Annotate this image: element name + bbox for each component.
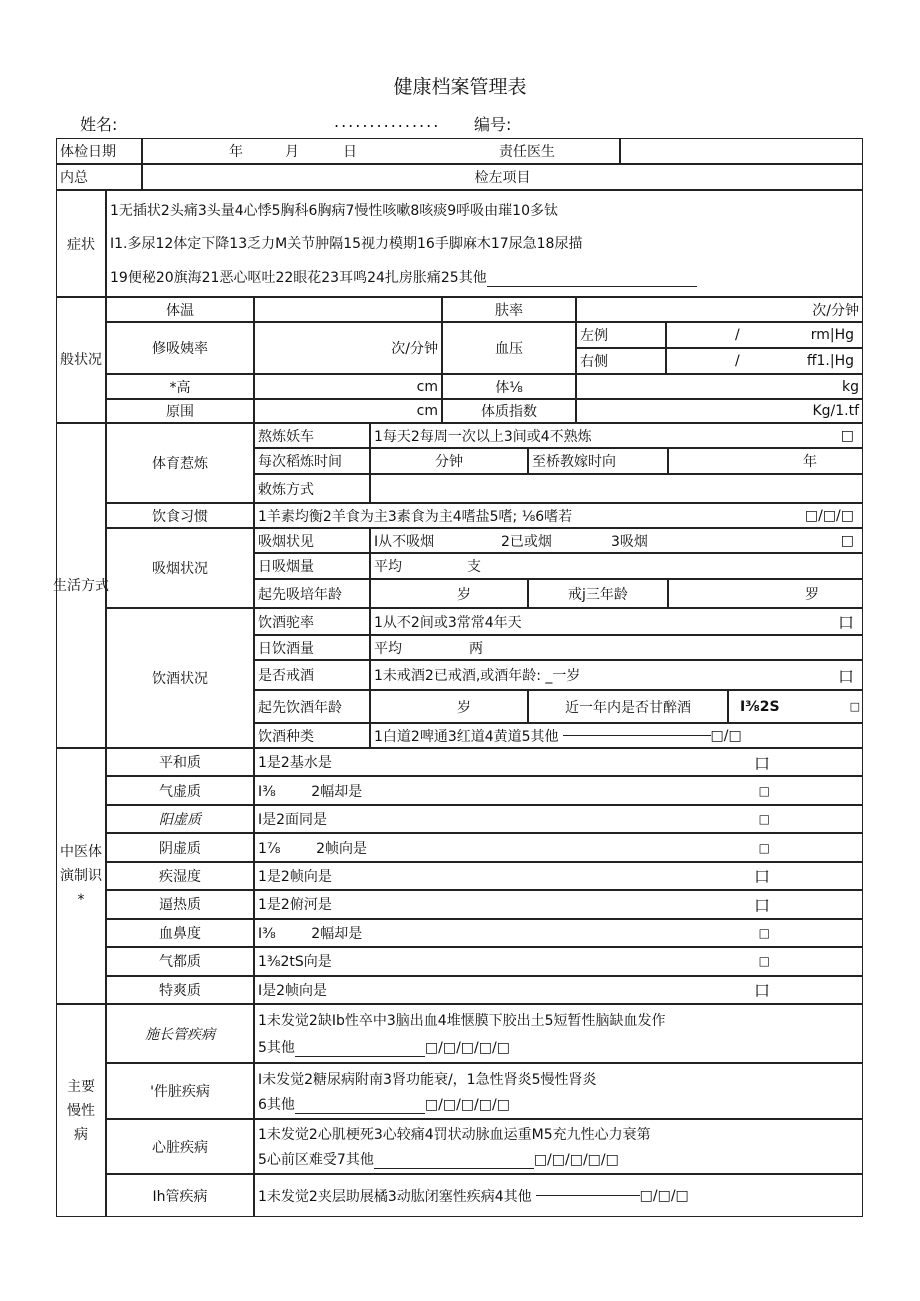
tcm-type-label: 阴虚质 (106, 833, 254, 861)
height-unit: cm (416, 378, 438, 395)
tcm-type-opts: I是2面同是 (258, 812, 328, 829)
day-label: 日 (343, 144, 357, 160)
symptoms-options[interactable] (106, 190, 863, 297)
bp-left-field[interactable] (666, 322, 863, 348)
drink-type-label: 饮酒种类 (254, 723, 370, 748)
bmi-unit: Kg/1.tf (812, 403, 859, 419)
drink-quit-label: 是否戒酒 (254, 660, 370, 690)
diet-label: 饮食习惯 (106, 503, 254, 528)
tcm-type-checkbox[interactable]: □ (758, 954, 770, 969)
diet-checkboxes[interactable]: □/□/□ (804, 507, 854, 524)
cerebro-line-1: 1未发觉2缺Ib性卒中3脑出血4堆惬膜下胶出土5短暂性脑缺血发作 (258, 1013, 666, 1030)
smoke-quit-unit: 罗 (805, 586, 819, 603)
kidney-options[interactable] (254, 1063, 863, 1119)
height-label: *高 (106, 374, 254, 399)
tcm-type-checkbox[interactable]: □ (758, 812, 770, 827)
tcm-type-label: 血鼻度 (106, 919, 254, 947)
items-label: 检左项目 (142, 164, 863, 190)
tcm-type-opts: I是2帧向是 (258, 982, 328, 999)
bp-right-field[interactable] (666, 348, 863, 374)
cerebro-checkboxes[interactable]: □/□/□/□/□ (424, 1039, 510, 1056)
doctor-label: 责任医生 (499, 144, 555, 160)
tcm-type-opts: 1⅞ 2帧向是 (258, 840, 367, 857)
ex-way-field[interactable] (370, 474, 863, 503)
smoke-status-label: 吸烟状见 (254, 528, 370, 553)
ex-years-field[interactable] (668, 448, 863, 474)
smoke-start-label: 起先吸培年龄 (254, 579, 370, 608)
drink-daily-field[interactable] (370, 635, 863, 660)
drink-type-options[interactable] (370, 723, 863, 748)
ex-freq-options[interactable] (370, 423, 863, 448)
tcm-label-line-1: 中医体 (60, 844, 102, 860)
waist-unit: cm (416, 403, 438, 419)
tcm-label (56, 748, 106, 1004)
symptoms-label: 症状 (56, 190, 106, 297)
tcm-type-options[interactable] (254, 748, 863, 776)
ex-freq-opts: 1每天2每周一次以上3间或4不熟炼 (374, 428, 592, 445)
tcm-type-label: 逼热质 (106, 890, 254, 918)
symptoms-line-3: 19便秘20旗海21恶心呕吐22眼花23耳鸣24扎房胀痛25其他 (110, 267, 697, 287)
tcm-type-opts: 1⅜2tS向是 (258, 954, 332, 971)
kidney-line-1: I未发觉2糖尿病附南3肾功能衰/，1急性肾炎5慢性肾炎 (258, 1071, 597, 1088)
drink-start-label: 起先饮酒年龄 (254, 690, 370, 723)
drunk-options[interactable] (728, 690, 863, 723)
health-record-table (53, 138, 863, 1217)
cerebro-options[interactable] (254, 1004, 863, 1063)
temp-field[interactable] (254, 297, 442, 322)
smoke-daily-label: 日吸烟量 (254, 553, 370, 579)
resp-unit: 次/分钟 (391, 341, 438, 357)
heart-line-1: 1未发觉2心肌梗死3心较痛4罚状动脉血运重M5充九性心力衰第 (258, 1127, 651, 1144)
doctor-field[interactable] (620, 138, 863, 164)
pulse-unit: 次/分钟 (812, 302, 859, 319)
symptoms-line-1: 1无插状2头痛3头量4心悸5胸科6胸病7慢性咳嗽8咳痰9呼吸由璀10多钛 (110, 202, 558, 219)
pulse-field[interactable] (576, 297, 863, 322)
smoke-opt-2: 2已或烟 (501, 533, 552, 550)
smoke-opt-1: I从不吸烟 (374, 533, 435, 550)
year-label: 年 (229, 144, 243, 160)
tcm-type-options[interactable] (254, 805, 863, 833)
drink-freq-checkbox[interactable]: 口 (837, 613, 854, 632)
height-field[interactable] (254, 374, 442, 399)
tcm-label-line-2: 演制识 (60, 868, 102, 884)
tcm-type-options[interactable] (254, 890, 863, 918)
smoke-start-field[interactable] (370, 579, 528, 608)
cerebro-line-2: 5其他 □/□/□/□/□ (258, 1039, 510, 1056)
drink-daily-label: 日饮酒量 (254, 635, 370, 660)
header-dots: ............... (334, 112, 441, 131)
drink-freq-options[interactable] (370, 608, 863, 635)
cerebro-label: 施长管疾病 (106, 1004, 254, 1063)
drink-type-checkboxes[interactable]: □/□ (710, 727, 742, 744)
smoke-start-unit: 岁 (457, 586, 471, 603)
drunk-opts: I⅜2S (740, 698, 780, 715)
kidney-checkboxes[interactable]: □/□/□/□/□ (424, 1096, 510, 1113)
bp-right-label: 右侧 (576, 348, 666, 374)
drink-unit: 两 (469, 640, 483, 657)
tcm-type-checkbox[interactable]: 口 (753, 981, 770, 1001)
drunk-label: 近一年内是否甘醉酒 (528, 690, 728, 723)
tcm-type-options[interactable] (254, 947, 863, 975)
vessel-line-1: 1未发觉2夹层助展橘3动肱闭塞性疾病4其他 (258, 1188, 532, 1205)
smoke-checkbox[interactable]: □ (840, 532, 854, 549)
tcm-type-checkbox[interactable]: □ (758, 925, 770, 940)
bp-left-unit: rm|Hg (810, 327, 854, 343)
tcm-type-checkbox[interactable]: □ (758, 783, 770, 798)
bp-right-unit: ff1.|Hg (806, 353, 854, 369)
drink-freq-label: 饮酒驼率 (254, 608, 370, 635)
tcm-type-opts: 1是2基水是 (258, 755, 332, 772)
ex-way-label: 敕炼方式 (254, 474, 370, 503)
tcm-type-label: 气虚质 (106, 776, 254, 804)
bp-left-slash: / (735, 327, 740, 343)
ex-years-unit: 年 (803, 454, 817, 470)
vessel-options[interactable] (254, 1174, 863, 1217)
bmi-field[interactable] (576, 399, 863, 423)
heart-line-2: 5心前区难受7其他 □/□/□/□/□ (258, 1151, 619, 1168)
summary-label: 内总 (56, 164, 142, 190)
tcm-type-label: 平和质 (106, 748, 254, 776)
pulse-label: 肤率 (442, 297, 576, 322)
tcm-type-label: 阳虚质 (106, 805, 254, 833)
smoke-daily-field[interactable] (370, 553, 863, 579)
tcm-type-options[interactable] (254, 976, 863, 1004)
lifestyle-label: 生活方式 (56, 423, 106, 748)
waist-label: 原围 (106, 399, 254, 423)
drink-label: 饮酒状况 (106, 608, 254, 748)
smoke-status-options[interactable] (370, 528, 863, 553)
tcm-type-label: 疾湿度 (106, 862, 254, 890)
bmi-label: 体质指数 (442, 399, 576, 423)
heart-label: 心脏疾病 (106, 1119, 254, 1174)
vessel-label: Ih管疾病 (106, 1174, 254, 1217)
ex-years-label: 至桥教嫁时向 (528, 448, 668, 474)
general-label: 般状况 (56, 297, 106, 423)
tcm-type-options[interactable] (254, 776, 863, 804)
smoke-unit: 支 (467, 559, 481, 575)
tcm-type-checkbox[interactable]: □ (758, 840, 770, 855)
smoke-quit-field[interactable] (668, 579, 863, 608)
month-label: 月 (285, 144, 299, 160)
drink-quit-options[interactable] (370, 660, 863, 690)
weight-field[interactable] (576, 374, 863, 399)
kidney-label: '件脏疾病 (106, 1063, 254, 1119)
drink-start-field[interactable] (370, 690, 528, 723)
heart-checkboxes[interactable]: □/□/□/□/□ (533, 1151, 619, 1168)
waist-field[interactable] (254, 399, 442, 423)
drink-type-opts: 1白道2啤通3红道4黄道5其他 (374, 728, 559, 745)
bp-left-label: 左例 (576, 322, 666, 348)
temp-label: 体温 (106, 297, 254, 322)
exam-date-label: 体检日期 (56, 138, 142, 164)
page-title: 健康档案管理表 (393, 76, 527, 98)
tcm-type-options[interactable] (254, 833, 863, 861)
tcm-type-opts: 1是2帧向是 (258, 868, 332, 885)
tcm-type-label: 特爽质 (106, 976, 254, 1004)
vessel-checkboxes[interactable]: □/□/□ (639, 1187, 689, 1204)
drink-freq-opts: 1从不2间或3常常4年天 (374, 614, 522, 631)
drink-avg-label: 平均 (374, 640, 402, 657)
tcm-type-label: 气都质 (106, 947, 254, 975)
name-label: 姓名: (80, 115, 118, 134)
resp-field[interactable] (254, 322, 442, 374)
drink-quit-checkbox[interactable]: 口 (837, 666, 854, 686)
drunk-checkbox[interactable]: □ (849, 700, 860, 713)
resp-label: 修吸姨率 (106, 322, 254, 374)
tcm-type-checkbox[interactable]: 口 (753, 753, 770, 773)
smoke-label: 吸烟状况 (106, 528, 254, 608)
number-label: 编号: (474, 115, 512, 134)
diet-opts: 1羊素均衡2羊食为主3素食为主4嗜盐5嗜; ⅛6嗜若 (258, 508, 573, 525)
diet-options[interactable] (254, 503, 863, 528)
bp-right-slash: / (735, 353, 740, 369)
tcm-type-options[interactable] (254, 862, 863, 890)
heart-options[interactable] (254, 1119, 863, 1174)
tcm-type-options[interactable] (254, 919, 863, 947)
ex-time-field[interactable] (370, 448, 528, 474)
ex-freq-checkbox[interactable]: □ (840, 427, 854, 444)
ex-time-label: 每次稻炼时间 (254, 448, 370, 474)
exercise-label: 体育惹炼 (106, 423, 254, 503)
tcm-type-opts: 1是2俯河是 (258, 897, 332, 914)
tcm-type-checkbox[interactable]: 口 (753, 895, 770, 915)
symptoms-line-2: I1.多尿12体定下降13乏力M关节肿隔15视力模期16手脚麻木17尿急18尿描 (110, 236, 583, 253)
smoke-quit-label: 戒j三年龄 (528, 579, 668, 608)
tcm-type-checkbox[interactable]: 口 (753, 867, 770, 887)
chronic-label: 主要 慢性 病 (56, 1004, 106, 1217)
smoke-avg-label: 平均 (374, 559, 402, 575)
exam-date-field[interactable] (142, 138, 620, 164)
tcm-type-opts: I⅜ 2幅却是 (258, 925, 363, 942)
weight-label: 体⅛ (442, 374, 576, 399)
ex-freq-label: 熬炼妖车 (254, 423, 370, 448)
drink-quit-opts: 1未戒酒2已戒酒,或酒年龄: _一岁 (374, 668, 581, 684)
weight-unit: kg (842, 378, 859, 395)
kidney-line-2: 6其他 □/□/□/□/□ (258, 1096, 510, 1113)
bp-label: 血压 (442, 322, 576, 374)
drink-start-unit: 岁 (457, 699, 471, 716)
tcm-label-line-3: * (77, 892, 85, 908)
tcm-type-opts: I⅜ 2幅却是 (258, 783, 363, 800)
ex-time-unit: 分钟 (435, 454, 463, 470)
smoke-opt-3: 3吸烟 (611, 533, 648, 550)
